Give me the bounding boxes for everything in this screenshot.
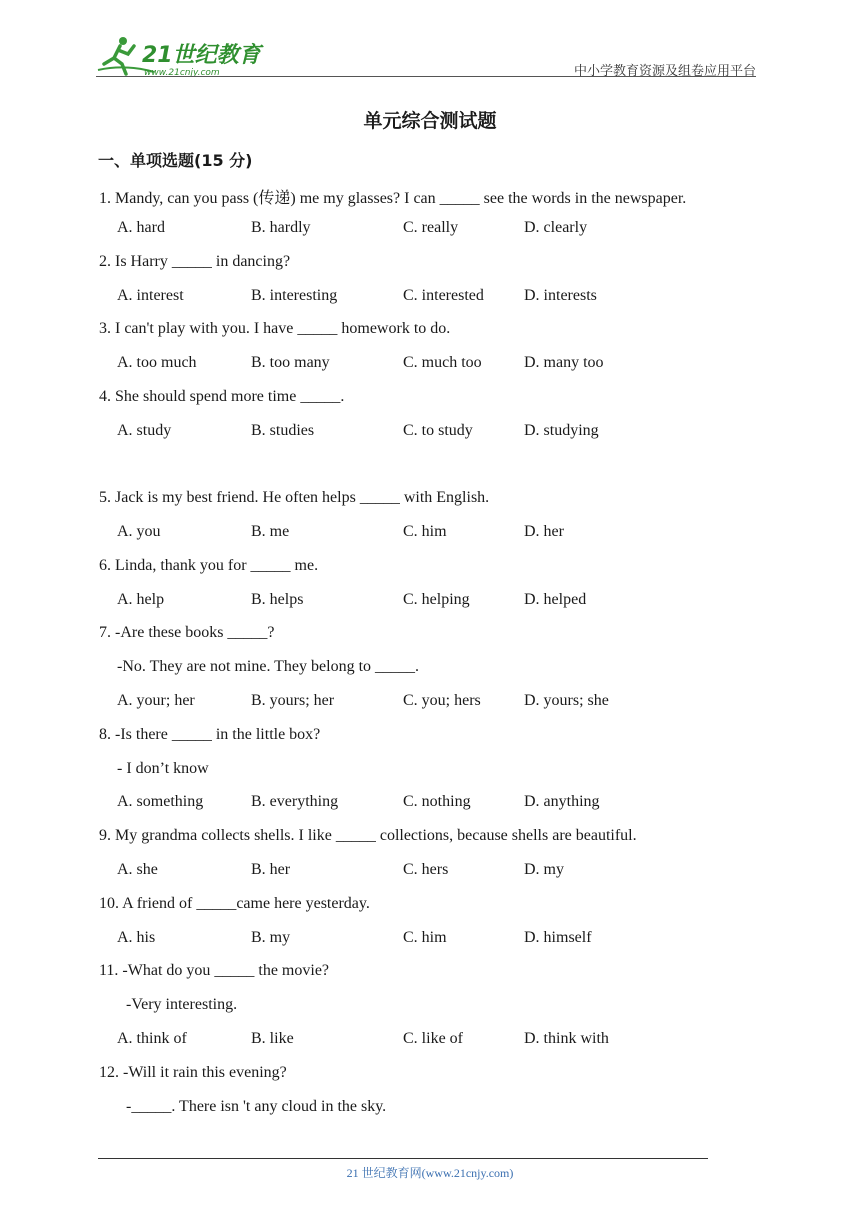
question-stem: 5. Jack is my best friend. He often helps _____ with English. [99,489,490,506]
option-b: B. interesting [251,287,338,304]
option-a: A. she [117,861,158,878]
option-b: B. my [251,929,291,946]
option-a: A. too much [117,354,197,371]
option-c: C. interested [403,287,484,304]
option-c: C. him [403,929,447,946]
header-divider [96,76,756,77]
option-d: D. her [524,523,564,540]
svg-text:21世纪教育: 21世纪教育 [142,43,261,68]
option-a: A. your; her [117,692,195,709]
option-d: D. helped [524,591,587,608]
question-stem: 9. My grandma collects shells. I like _____ collections, because shells are beautiful. [99,827,637,844]
option-a: A. help [117,591,165,608]
question-stem: 6. Linda, thank you for _____ me. [99,557,319,574]
option-b: B. everything [251,793,339,810]
option-d: D. interests [524,287,597,304]
options-row [0,422,860,444]
option-b: B. hardly [251,219,311,236]
option-a: A. his [117,929,156,946]
option-b: B. me [251,523,290,540]
option-a: A. hard [117,219,165,236]
svg-text:www.21cnjy.com: www.21cnjy.com [144,68,220,78]
option-c: C. to study [403,422,473,439]
options-row [0,692,860,714]
options-row [0,861,860,883]
option-c: C. really [403,219,459,236]
options-row [0,287,860,309]
option-d: D. anything [524,793,600,810]
section-heading: 一、单项选题(15 分) [98,151,253,170]
option-c: C. like of [403,1030,463,1047]
header-platform-text: 中小学教育资源及组卷应用平台 [573,64,756,79]
option-b: B. too many [251,354,330,371]
page-header [96,28,756,78]
option-a: A. something [117,793,204,810]
page-title: 单元综合测试题 [363,110,497,132]
option-d: D. yours; she [524,692,609,709]
option-b: B. helps [251,591,304,608]
options-row [0,591,860,613]
option-a: A. think of [117,1030,187,1047]
option-b: B. her [251,861,291,878]
option-c: C. you; hers [403,692,481,709]
options-row [0,1030,860,1052]
question-stem: 1. Mandy, can you pass (传递) me my glasses? I can _____ see the words in the newspaper. [99,190,687,207]
question-dialogue-line: -Very interesting. [126,996,238,1013]
option-c: C. much too [403,354,482,371]
options-row [0,219,860,241]
option-a: A. study [117,422,172,439]
question-stem: 4. She should spend more time _____. [99,388,345,405]
option-d: D. think with [524,1030,609,1047]
question-stem: 10. A friend of _____came here yesterday. [99,895,370,912]
question-dialogue-line: -_____. There isn 't any cloud in the sky. [126,1098,387,1115]
options-row [0,354,860,376]
option-c: C. helping [403,591,470,608]
option-d: D. my [524,861,564,878]
options-row [0,793,860,815]
option-a: A. you [117,523,161,540]
question-stem: 3. I can't play with you. I have _____ homework to do. [99,320,451,337]
options-row [0,929,860,951]
option-d: D. clearly [524,219,588,236]
option-d: D. studying [524,422,599,439]
question-stem: 8. -Is there _____ in the little box? [99,726,321,743]
option-c: C. nothing [403,793,471,810]
question-dialogue-line: - I don’t know [117,760,209,777]
question-stem: 2. Is Harry _____ in dancing? [99,253,291,270]
footer-text: 21 世纪教育网(www.21cnjy.com) [346,1166,514,1180]
option-b: B. yours; her [251,692,335,709]
question-stem: 11. -What do you _____ the movie? [99,962,330,979]
21cnjy-logo [96,34,266,78]
footer-divider [98,1158,708,1159]
option-b: B. studies [251,422,315,439]
option-d: D. many too [524,354,604,371]
question-stem: 7. -Are these books _____? [99,624,275,641]
option-c: C. hers [403,861,449,878]
option-c: C. him [403,523,447,540]
question-dialogue-line: -No. They are not mine. They belong to _____. [117,658,420,675]
question-stem: 12. -Will it rain this evening? [99,1064,287,1081]
options-row [0,523,860,545]
option-b: B. like [251,1030,294,1047]
option-d: D. himself [524,929,592,946]
option-a: A. interest [117,287,184,304]
